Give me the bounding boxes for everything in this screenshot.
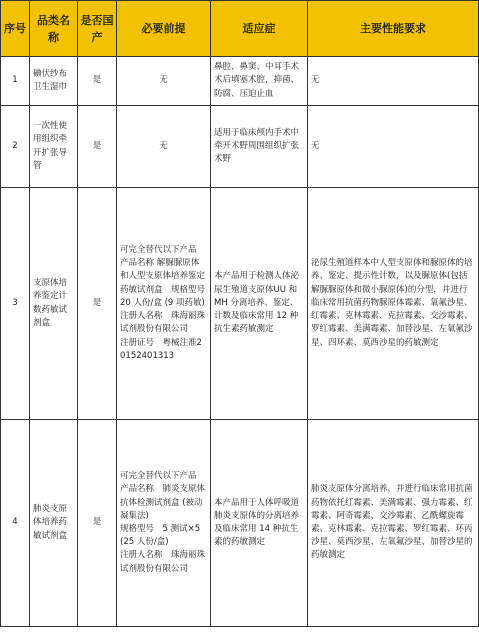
cell-name: 支原体培养鉴定计数药敏试剂盒 <box>30 188 78 420</box>
header-requirements: 主要性能要求 <box>308 1 479 57</box>
cell-prerequisite: 可完全替代以下产品 产品名称 解脲脲原体和人型支原体培养鉴定药敏试剂盒 规格型号 20 人份/盒 (9 项药敏) 注册人名称 珠海丽珠试剂股份有限公司 注册证号 粤械注准20152401313 <box>117 188 211 420</box>
cell-domestic: 是 <box>78 57 117 106</box>
table-row <box>1 57 479 106</box>
cell-prerequisite: 无 <box>117 106 211 188</box>
cell-indication: 本产品用于人体呼吸道肺炎支原体的分离培养及临床常用 14 种抗生素的药敏测定 <box>211 420 308 627</box>
header-prerequisite: 必要前提 <box>117 1 211 57</box>
cell-no: 2 <box>1 106 30 188</box>
cell-no: 4 <box>1 420 30 627</box>
cell-requirements: 无 <box>308 57 479 106</box>
cell-name: 碘伏纱布卫生湿巾 <box>30 57 78 106</box>
table-row <box>1 106 479 188</box>
cell-prerequisite: 可完全替代以下产品 产品名称 肺炎支原体抗体检测试剂盒 (被动凝集法) 规格型号 5 测试×5 (25 人份/盒) 注册人名称 珠海丽珠试剂股份有限公司 <box>117 420 211 627</box>
cell-domestic: 是 <box>78 188 117 420</box>
header-no: 序号 <box>1 1 30 57</box>
cell-requirements: 无 <box>308 106 479 188</box>
cell-indication: 适用于临床颅内手术中牵开术野周围组织扩张术野 <box>211 106 308 188</box>
header-indication: 适应症 <box>211 1 308 57</box>
cell-domestic: 是 <box>78 420 117 627</box>
header-name: 品类名称 <box>30 1 78 57</box>
cell-domestic: 是 <box>78 106 117 188</box>
cell-no: 1 <box>1 57 30 106</box>
table-row <box>1 420 479 627</box>
cell-indication: 鼻腔、鼻窦、中耳手术术后填塞术腔，抑菌、防腐、压迫止血 <box>211 57 308 106</box>
header-row <box>1 1 479 57</box>
table-row <box>1 188 479 420</box>
cell-no: 3 <box>1 188 30 420</box>
cell-name: 肺炎支原体培养药敏试剂盒 <box>30 420 78 627</box>
cell-requirements: 肺炎支原体分离培养，并进行临床常用抗菌药物依托红霉素、美满霉素、强力霉素、红霉素、阿奇霉素、交沙霉素、乙酰螺旋霉素、克林霉素、克拉霉素、罗红霉素、环丙沙星、莫西沙星、左氧氟沙星、加替沙星的药敏测定 <box>308 420 479 627</box>
cell-requirements: 泌尿生殖道样本中人型支原体和脲原体的培养、鉴定、提示性计数，以及脲原体(包括解脲脲原体和微小脲原体)的分型，并进行临床常用抗菌药物脲原体霉素、氧氟沙星、红霉素、克林霉素、克拉霉素、交沙霉素、罗红霉素、美满霉素、加替沙星、左氧氟沙星、四环素、莫西沙星的药敏测定 <box>308 188 479 420</box>
cell-name: 一次性使用组织牵开扩张导管 <box>30 106 78 188</box>
header-domestic: 是否国产 <box>78 1 117 57</box>
cell-prerequisite: 无 <box>117 57 211 106</box>
cell-indication: 本产品用于检测人体泌尿生殖道支原体UU 和 MH 分离培养、鉴定、计数及临床常用 12 种抗生素药敏测定 <box>211 188 308 420</box>
